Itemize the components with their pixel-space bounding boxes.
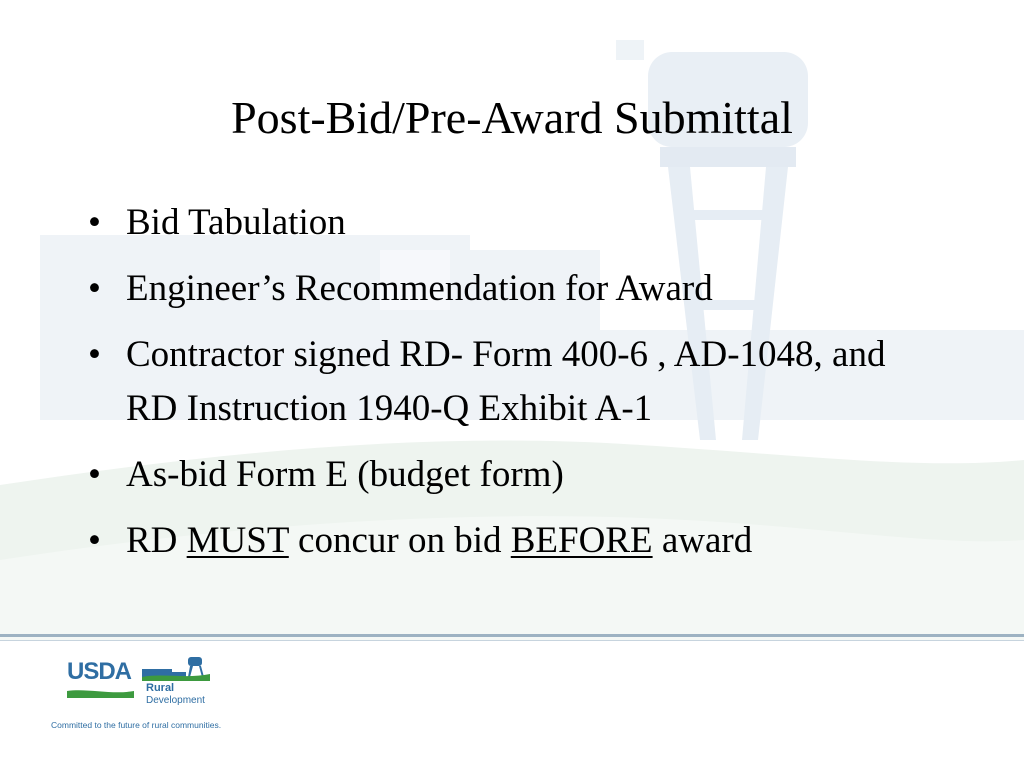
bullet-text-part: RD: [126, 520, 187, 561]
bullet-item: [84, 262, 914, 316]
bullet-glyph: •: [88, 454, 101, 495]
bullet-text: Bid Tabulation: [126, 202, 346, 243]
bullet-text-part: award: [652, 520, 753, 561]
bullet-text: Contractor signed RD- Form 400-6 , AD-1048, and RD Instruction 1940-Q Exhibit A-1: [126, 334, 886, 429]
emphasis-before: BEFORE: [510, 520, 653, 561]
rd-water-tower-icon: [142, 655, 210, 681]
emphasis-must: MUST: [186, 520, 289, 561]
usda-logo-swoosh-icon: [67, 689, 134, 698]
footer-tagline: Committed to the future of rural communities.: [51, 720, 222, 730]
bullet-glyph: •: [88, 268, 101, 309]
bullet-item: [84, 328, 914, 436]
bullet-list: [84, 196, 914, 580]
bullet-item: [84, 196, 914, 250]
bullet-item: [84, 514, 914, 568]
bullet-glyph: •: [88, 202, 101, 243]
usda-logo-text: USDA: [67, 658, 132, 685]
bullet-text-part: concur on bid: [288, 520, 511, 561]
footer-divider: [0, 634, 1024, 637]
slide-title: Post-Bid/Pre-Award Submittal: [231, 92, 793, 143]
bullet-glyph: •: [88, 520, 101, 561]
development-logo-text: Development: [146, 695, 205, 706]
bullet-glyph: •: [88, 334, 101, 375]
rural-logo-text: Rural: [146, 682, 175, 694]
bullet-text: As-bid Form E (budget form): [126, 454, 564, 495]
footer-divider-thin: [0, 640, 1024, 641]
bullet-item: [84, 448, 914, 502]
bullet-text: Engineer’s Recommendation for Award: [126, 268, 713, 309]
